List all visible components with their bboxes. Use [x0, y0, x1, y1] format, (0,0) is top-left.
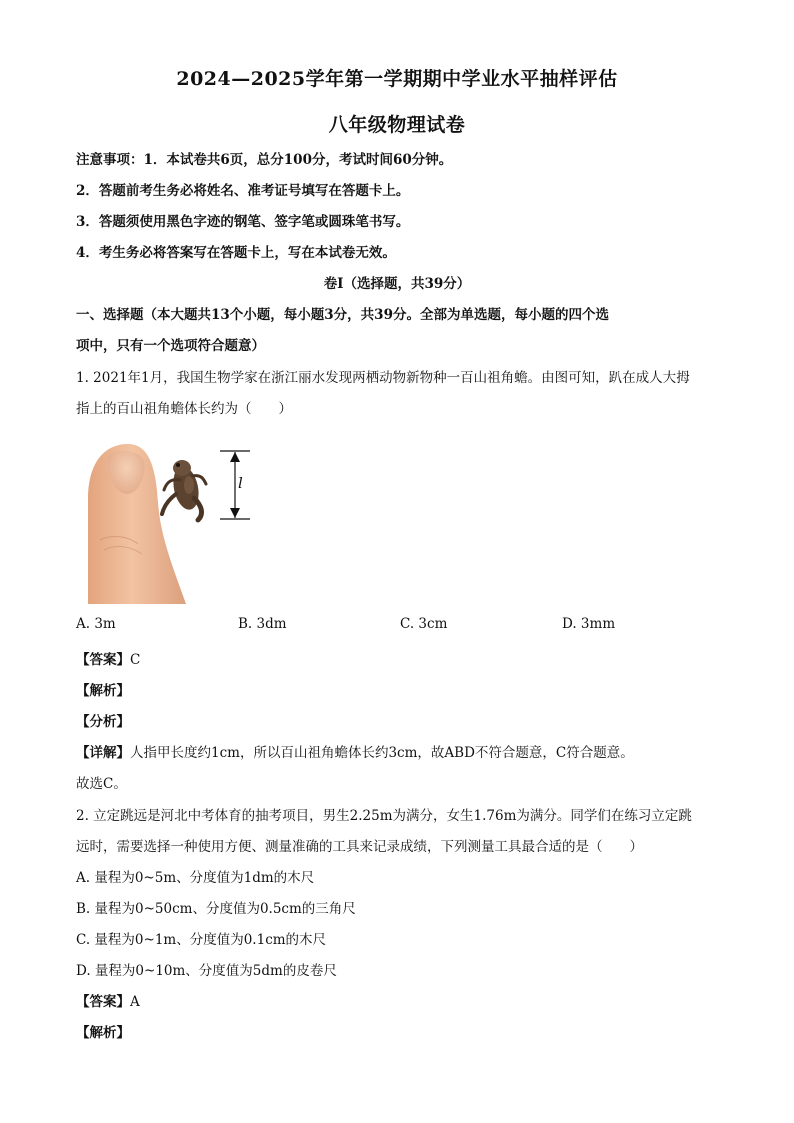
q2-option-a: A. 量程为0~5m、分度值为1dm的木尺 — [76, 870, 315, 886]
q1-fenxi-tag: 【分析】 — [76, 714, 130, 730]
section-intro-line-1: 一、选择题（本大题共13个小题，每小题3分，共39分。全部为单选题，每小题的四个选 — [76, 307, 609, 323]
q1-answer-value: C — [130, 652, 141, 668]
note-line-4: 4．考生务必将答案写在答题卡上，写在本试卷无效。 — [76, 245, 396, 261]
q1-figure — [86, 440, 266, 604]
q1-analysis-tag: 【解析】 — [76, 683, 130, 699]
q1-answer-tag: 【答案】 — [76, 652, 130, 668]
note-line-3: 3．答题须使用黑色字迹的钢笔、签字笔或圆珠笔书写。 — [76, 214, 410, 230]
q1-option-a: A. 3m — [76, 616, 116, 632]
q2-option-d: D. 量程为0~10m、分度值为5dm的皮卷尺 — [76, 963, 337, 979]
q2-option-c: C. 量程为0~1m、分度值为0.1cm的木尺 — [76, 932, 327, 948]
page-title: 2024—2025学年第一学期期中学业水平抽样评估 — [176, 68, 618, 90]
q1-detail — [76, 741, 634, 761]
page-subtitle: 八年级物理试卷 — [328, 114, 466, 136]
q2-answer-tag: 【答案】 — [76, 994, 130, 1010]
q1-detail-text: 人指甲长度约1cm，所以百山祖角蟾体长约3cm，故ABD不符合题意，C符合题意。 — [130, 745, 634, 761]
q2-answer — [76, 990, 140, 1010]
q1-detail-tag: 【详解】 — [76, 745, 130, 761]
q1-option-c: C. 3cm — [400, 616, 448, 632]
q2-option-b: B. 量程为0~50cm、分度值为0.5cm的三角尺 — [76, 901, 356, 917]
q2-analysis-tag: 【解析】 — [76, 1025, 130, 1041]
q1-stem-line-1: 1. 2021年1月，我国生物学家在浙江丽水发现两栖动物新物种一百山祖角蟾。由图可知，趴在成人大拇 — [76, 370, 690, 386]
q2-stem-line-2: 远时，需要选择一种使用方便、测量准确的工具来记录成绩，下列测量工具最合适的是（ ） — [76, 839, 643, 855]
section-intro-line-2: 项中，只有一个选项符合题意） — [76, 338, 265, 354]
section-heading: 卷Ⅰ（选择题，共39分） — [323, 276, 471, 292]
note-line-1: 注意事项：1．本试卷共6页，总分100分，考试时间60分钟。 — [76, 152, 453, 168]
length-label: l — [238, 474, 243, 492]
note-line-2: 2．答题前考生务必将姓名、准考证号填写在答题卡上。 — [76, 183, 410, 199]
q2-answer-value: A — [130, 994, 140, 1010]
q1-option-d: D. 3mm — [562, 616, 616, 632]
q1-conclusion: 故选C。 — [76, 776, 127, 792]
q1-stem-line-2: 指上的百山祖角蟾体长约为（ ） — [76, 401, 292, 417]
q1-option-b: B. 3dm — [238, 616, 287, 632]
frog-shape — [162, 460, 206, 520]
q1-answer — [76, 648, 140, 668]
thumb-frog-illustration — [86, 440, 266, 604]
q2-stem-line-1: 2. 立定跳远是河北中考体育的抽考项目，男生2.25m为满分，女生1.76m为满分。同学们在练习立定跳 — [76, 808, 692, 824]
